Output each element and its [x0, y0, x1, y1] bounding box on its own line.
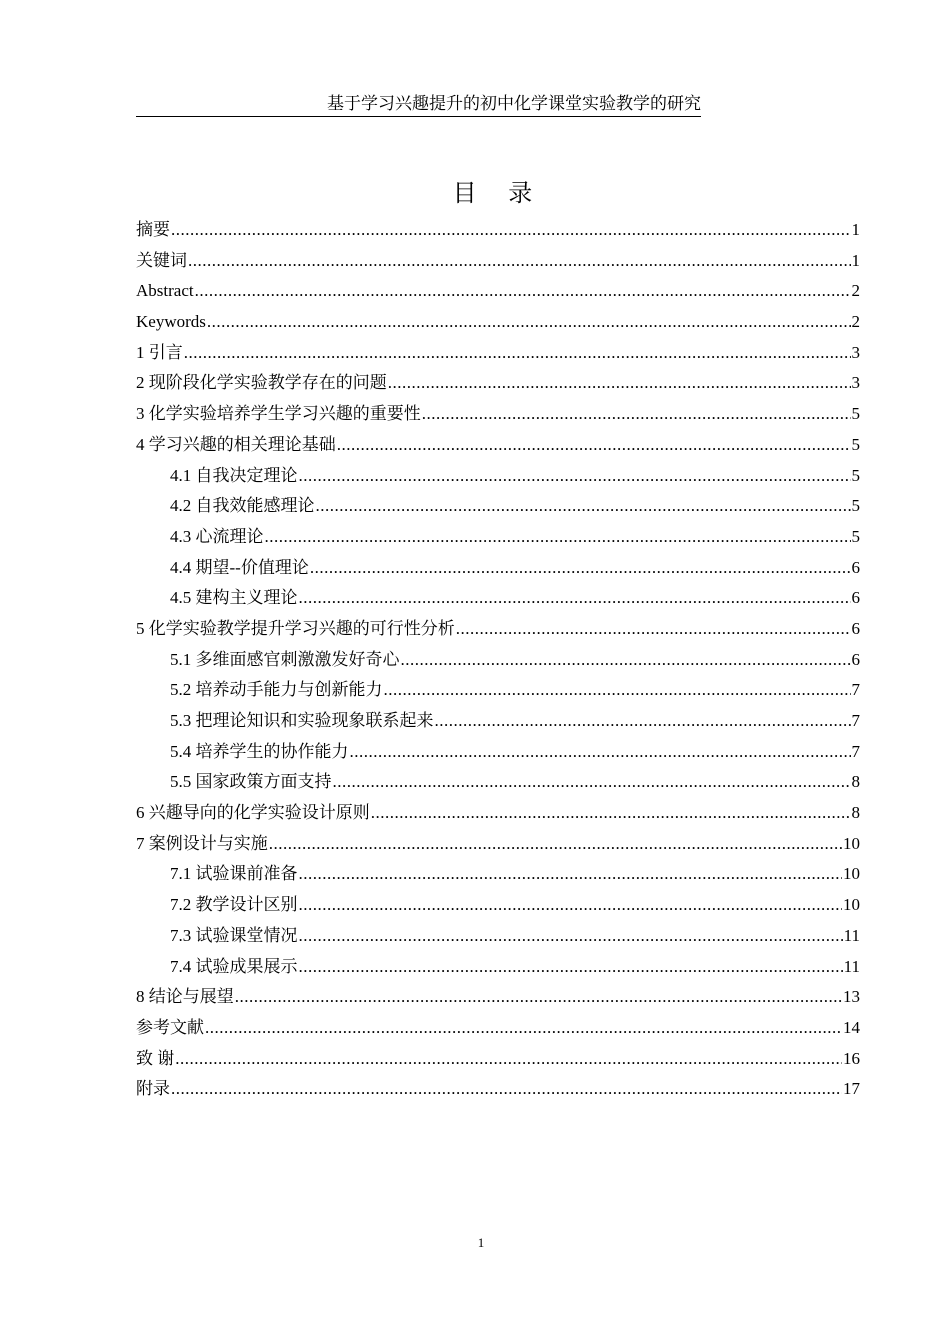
toc-entry-label: 5.4 培养学生的协作能力 [170, 741, 349, 761]
page-number: 1 [477, 1235, 485, 1250]
toc-entry-page: 3 [851, 342, 860, 362]
toc-entry-page: 6 [851, 649, 860, 669]
toc-entry-page: 13 [843, 987, 860, 1007]
toc-entry [136, 246, 860, 277]
toc-entry-page: 3 [851, 373, 860, 393]
toc-entry-label: 4.4 期望--价值理论 [170, 557, 309, 577]
toc-entry [136, 399, 860, 430]
toc-entry-label: 7.2 教学设计区别 [170, 895, 298, 915]
toc-dot-leader [269, 829, 842, 860]
toc-entry-page: 16 [843, 1048, 860, 1068]
toc-dot-leader [384, 675, 851, 706]
toc-entry [136, 890, 860, 921]
toc-entry-page: 6 [851, 557, 860, 577]
toc-entry-page: 6 [851, 588, 860, 608]
toc-dot-leader [175, 1044, 842, 1075]
toc-entry-label: 关键词 [136, 250, 187, 270]
toc-entry-page: 5 [851, 465, 860, 485]
toc-dot-leader [310, 553, 851, 584]
toc-dot-leader [350, 737, 851, 768]
toc-entry-page: 5 [851, 526, 860, 546]
toc-entry-label: Abstract [136, 281, 194, 301]
toc-entry-page: 6 [851, 618, 860, 638]
toc-title: 目 录 [452, 179, 545, 207]
toc-entry [136, 491, 860, 522]
toc-entry-label: 致 谢 [136, 1048, 175, 1068]
toc-entry-page: 11 [843, 925, 860, 945]
toc-entry-label: 4.3 心流理论 [170, 526, 264, 546]
toc-entry [136, 368, 860, 399]
toc-entry [136, 430, 860, 461]
toc-entry-label: 7 案例设计与实施 [136, 833, 268, 853]
toc-dot-leader [299, 890, 843, 921]
toc-dot-leader [388, 368, 851, 399]
toc-entry [136, 461, 860, 492]
toc-entry-page: 7 [851, 711, 860, 730]
toc-dot-leader [337, 430, 851, 461]
toc-entry-label: 4.2 自我效能感理论 [170, 496, 315, 516]
toc-entry-page: 5 [851, 404, 860, 424]
toc-dot-leader [316, 491, 851, 522]
toc-entry [136, 307, 860, 338]
toc-entry-label: 4.5 建构主义理论 [170, 588, 298, 608]
toc-dot-leader [299, 952, 843, 983]
toc-entry-label: 5.5 国家政策方面支持 [170, 772, 332, 792]
toc-entry-label: 参考文献 [136, 1017, 204, 1037]
toc-entry-label: 5.2 培养动手能力与创新能力 [170, 680, 383, 700]
toc-entry-label: 摘要 [136, 220, 170, 239]
toc-entry-label: 7.3 试验课堂情况 [170, 925, 298, 945]
toc-entry-label: 7.4 试验成果展示 [170, 956, 298, 976]
toc-dot-leader [422, 399, 851, 430]
toc-entry [136, 1074, 860, 1105]
toc-dot-leader [235, 982, 842, 1013]
toc-dot-leader [184, 338, 851, 369]
toc-dot-leader [188, 246, 851, 277]
toc-entry [136, 614, 860, 645]
toc-entry [136, 737, 860, 768]
toc-entry [136, 522, 860, 553]
toc-entry [136, 276, 860, 307]
toc-dot-leader [456, 614, 851, 645]
toc-entry-label: 3 化学实验培养学生学习兴趣的重要性 [136, 404, 421, 424]
toc-entry-label: 7.1 试验课前准备 [170, 864, 298, 884]
table-of-contents [136, 215, 860, 1105]
toc-dot-leader [265, 522, 851, 553]
toc-entry-label: 附录 [136, 1079, 170, 1099]
toc-entry-page: 5 [851, 496, 860, 516]
toc-entry [136, 706, 860, 737]
toc-entry-page: 1 [851, 250, 860, 270]
toc-entry [136, 675, 860, 706]
toc-entry-label: 4.1 自我决定理论 [170, 465, 298, 485]
toc-dot-leader [171, 215, 851, 246]
toc-entry-label: Keywords [136, 312, 206, 332]
toc-dot-leader [371, 798, 851, 829]
toc-entry [136, 982, 860, 1013]
toc-entry [136, 798, 860, 829]
toc-entry [136, 645, 860, 676]
toc-entry [136, 767, 860, 798]
toc-entry-label: 5 化学实验教学提升学习兴趣的可行性分析 [136, 618, 455, 638]
toc-entry-page: 10 [843, 864, 860, 884]
toc-entry [136, 1044, 860, 1075]
toc-entry-page: 10 [843, 833, 860, 853]
toc-entry-label: 8 结论与展望 [136, 987, 234, 1007]
toc-entry-page: 7 [851, 680, 860, 700]
toc-entry [136, 583, 860, 614]
toc-dot-leader [299, 859, 843, 890]
toc-dot-leader [299, 921, 843, 952]
toc-dot-leader [299, 461, 851, 492]
toc-dot-leader [207, 307, 851, 338]
toc-entry-label: 2 现阶段化学实验教学存在的问题 [136, 373, 387, 393]
toc-entry-page: 8 [851, 803, 860, 823]
toc-entry [136, 1013, 860, 1044]
toc-entry-page: 1 [851, 220, 860, 239]
toc-dot-leader [435, 706, 851, 737]
toc-dot-leader [401, 645, 851, 676]
toc-entry-page: 14 [843, 1017, 860, 1037]
toc-entry-label: 1 引言 [136, 342, 183, 362]
toc-entry-page: 5 [851, 434, 860, 454]
toc-entry [136, 859, 860, 890]
toc-dot-leader [171, 1074, 842, 1105]
toc-entry-label: 5.3 把理论知识和实验现象联系起来 [170, 711, 434, 730]
toc-entry [136, 215, 860, 246]
toc-entry [136, 829, 860, 860]
toc-entry-page: 7 [851, 741, 860, 761]
toc-dot-leader [205, 1013, 842, 1044]
toc-entry [136, 553, 860, 584]
toc-entry-page: 11 [843, 956, 860, 976]
toc-entry [136, 952, 860, 983]
toc-entry-page: 2 [851, 281, 860, 301]
toc-entry-page: 2 [851, 312, 860, 332]
toc-entry [136, 921, 860, 952]
toc-entry-label: 4 学习兴趣的相关理论基础 [136, 434, 336, 454]
toc-entry-page: 10 [843, 895, 860, 915]
toc-dot-leader [333, 767, 851, 798]
toc-entry [136, 338, 860, 369]
toc-entry-page: 8 [851, 772, 860, 792]
toc-entry-label: 6 兴趣导向的化学实验设计原则 [136, 803, 370, 823]
toc-entry-page: 17 [843, 1079, 860, 1099]
toc-entry-label: 5.1 多维面感官刺激激发好奇心 [170, 649, 400, 669]
running-header: 基于学习兴趣提升的初中化学课堂实验教学的研究 [136, 92, 701, 117]
toc-dot-leader [299, 583, 851, 614]
toc-dot-leader [195, 276, 851, 307]
